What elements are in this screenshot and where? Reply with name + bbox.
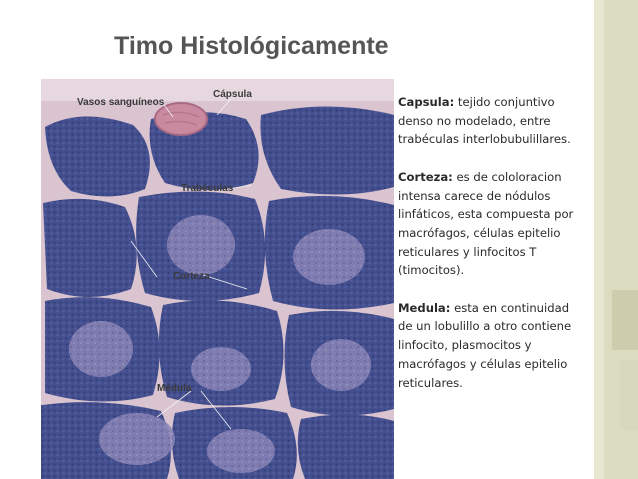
term-label: Corteza: xyxy=(398,169,453,184)
term-label: Capsula: xyxy=(398,95,455,109)
paragraph-corteza xyxy=(398,168,584,280)
paragraph-text: es de cololoracion intensa carece de nódulos linfáticos, esta compuesta por macrófagos, células epitelio reticulares y linfocitos T (timocitos). xyxy=(398,169,574,278)
paragraph-medula xyxy=(398,299,584,393)
label-trabeculas: Trabéculas xyxy=(181,183,234,194)
label-vasos-sanguineos: Vasos sanguíneos xyxy=(77,97,165,108)
label-corteza: Corteza xyxy=(173,271,210,282)
paragraph-capsula xyxy=(398,93,584,149)
thymus-micrograph xyxy=(41,79,394,479)
paragraph-text: tejido conjuntivo denso no modelado, entre trabéculas interlobubulillares. xyxy=(398,95,571,147)
term-label: Medula: xyxy=(398,300,451,315)
decorative-bar xyxy=(620,360,638,430)
lobules xyxy=(41,106,394,479)
decorative-bar xyxy=(612,290,638,350)
label-capsula: Cápsula xyxy=(213,89,252,100)
description-text xyxy=(398,93,584,411)
label-medula: Médula xyxy=(157,383,192,394)
slide-title: Timo Histológicamente xyxy=(114,32,389,60)
paragraph-text: esta en continuidad de un lobulillo a otro contiene linfocito, plasmocitos y macrófagos y células epitelio reticulares. xyxy=(398,300,572,390)
